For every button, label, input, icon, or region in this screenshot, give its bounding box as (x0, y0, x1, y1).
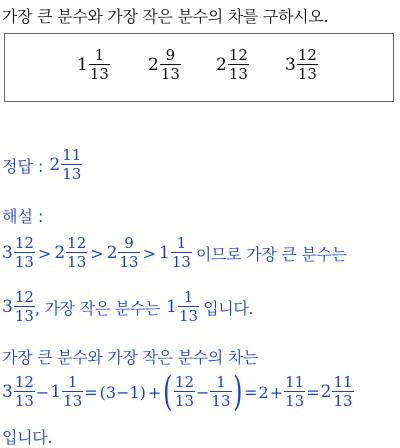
solution-line-3: 가장 큰 분수와 가장 작은 분수의 차는 (2, 348, 259, 367)
solution-line-1: 3 $\frac{12}{13}$ > 2 $\frac{12}{13}$ > 2 $\frac{9}{13}$ > 1 $\frac{1}{13}$ 이므로 가장 큰 분수는 (2, 234, 347, 271)
answer-line (2, 148, 82, 182)
options-list (5, 34, 393, 101)
option-2 (148, 48, 181, 82)
option-whole: 2 (148, 55, 159, 75)
option-fraction: $\frac{12}{13}$ (228, 46, 248, 83)
question-text: 가장 큰 분수와 가장 작은 분수의 차를 구하시오. (2, 7, 329, 26)
solution-line-5: 입니다. (2, 428, 53, 447)
option-3 (216, 48, 249, 82)
option-1 (77, 48, 110, 82)
option-whole: 3 (285, 55, 296, 75)
solution-line-2: 3 $\frac{12}{13}$ , 가장 작은 분수는 1 $\frac{1}{13}$ 입니다. (2, 288, 254, 325)
option-fraction: $\frac{12}{13}$ (297, 46, 317, 83)
answer-value: 2 $\frac{11}{13}$ (49, 146, 82, 183)
options-box (4, 33, 394, 102)
option-whole: 2 (216, 55, 227, 75)
option-whole: 1 (77, 55, 88, 75)
option-4 (285, 48, 318, 82)
option-fraction: $\frac{9}{13}$ (160, 46, 180, 83)
solution-label: 해설 : (2, 207, 44, 226)
solution-line-4: 3 $\frac{12}{13}$ − 1 $\frac{1}{13}$ = (3−1) + ( $\frac{12}{13}$ − $\frac{1}{13}$ ) = 2 + $\frac{11}{13}$ = 2 $\frac{11}{13}$ (2, 369, 353, 415)
answer-label: 정답 : (2, 156, 44, 176)
option-fraction: $\frac{1}{13}$ (89, 46, 109, 83)
